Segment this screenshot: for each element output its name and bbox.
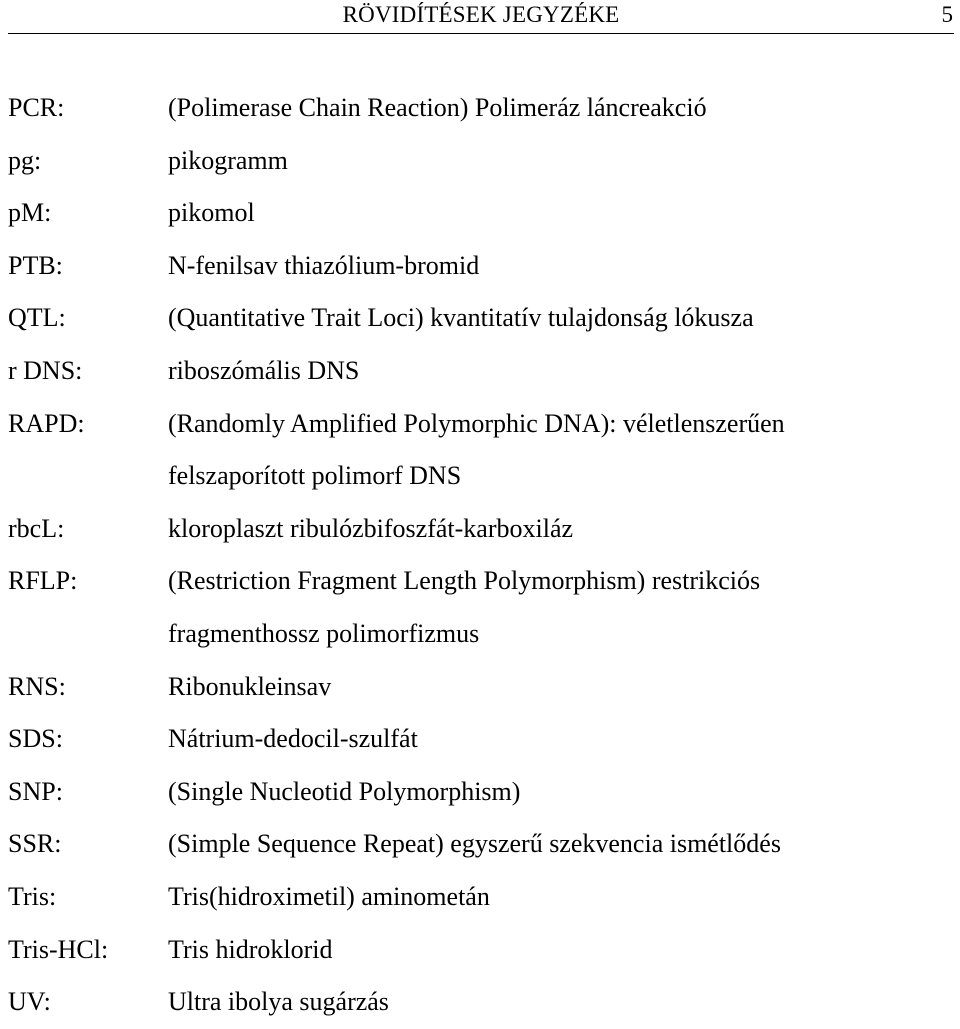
abbreviation-definition <box>168 398 953 503</box>
definition-line: (Polimerase Chain Reaction) Polimeráz láncreakció <box>168 93 707 122</box>
abbreviation-definition <box>168 82 953 135</box>
definition-line: (Randomly Amplified Polymorphic DNA): véletlenszerűen <box>168 408 785 438</box>
abbreviation-entry <box>8 766 953 819</box>
abbreviation-entry <box>8 503 953 556</box>
abbreviation-definition <box>168 555 953 660</box>
abbreviation-term: RNS: <box>8 671 66 701</box>
abbreviation-entry <box>8 292 953 345</box>
abbreviation-entry <box>8 924 953 977</box>
abbreviation-term: QTL: <box>8 303 66 333</box>
abbreviation-list <box>8 82 953 1029</box>
definition-line: Ultra ibolya sugárzás <box>168 987 389 1017</box>
abbreviation-entry <box>8 976 953 1029</box>
abbreviation-term: SSR: <box>8 829 62 859</box>
abbreviation-entry <box>8 135 953 188</box>
definition-line: N-fenilsav thiazólium-bromid <box>168 250 480 280</box>
abbreviation-entry <box>8 345 953 398</box>
abbreviation-definition <box>168 503 953 556</box>
abbreviation-entry <box>8 398 953 503</box>
abbreviation-definition <box>168 713 953 766</box>
abbreviation-term: Tris-HCl: <box>8 934 109 964</box>
abbreviation-entry <box>8 82 953 135</box>
definition-line: (Single Nucleotid Polymorphism) <box>168 776 521 806</box>
abbreviation-entry <box>8 818 953 871</box>
abbreviation-entry <box>8 661 953 714</box>
abbreviation-term: RAPD: <box>8 408 85 438</box>
abbreviation-term: RFLP: <box>8 566 78 596</box>
abbreviation-definition <box>168 976 953 1029</box>
abbreviation-term: UV: <box>8 987 51 1017</box>
definition-line: Ribonukleinsav <box>168 671 332 701</box>
definition-line: (Quantitative Trait Loci) kvantitatív tulajdonság lókusza <box>168 303 754 333</box>
abbreviation-definition <box>168 871 953 924</box>
definition-line: fragmenthossz polimorfizmus <box>168 618 480 648</box>
abbreviation-term: PCR: <box>8 93 65 122</box>
abbreviation-definition <box>168 292 953 345</box>
abbreviation-definition <box>168 661 953 714</box>
abbreviation-definition <box>168 240 953 293</box>
abbreviation-definition <box>168 187 953 240</box>
abbreviation-definition <box>168 818 953 871</box>
abbreviation-definition <box>168 766 953 819</box>
abbreviation-definition <box>168 135 953 188</box>
definition-line: pikomol <box>168 198 255 228</box>
definition-line: Nátrium-dedocil-szulfát <box>168 724 418 754</box>
definition-line: Tris hidroklorid <box>168 934 333 964</box>
abbreviation-term: pM: <box>8 198 52 228</box>
header-title: RÖVIDÍTÉSEK JEGYZÉKE <box>342 2 620 27</box>
definition-line: (Restriction Fragment Length Polymorphism) restrikciós <box>168 566 761 596</box>
abbreviation-term: SDS: <box>8 724 63 754</box>
page-number: 5 <box>941 2 953 27</box>
abbreviation-entry <box>8 871 953 924</box>
abbreviation-definition <box>168 345 953 398</box>
abbreviation-term: PTB: <box>8 250 63 280</box>
abbreviation-term: rbcL: <box>8 513 65 543</box>
abbreviation-term: Tris: <box>8 881 57 911</box>
abbreviation-entry <box>8 240 953 293</box>
abbreviation-entry <box>8 187 953 240</box>
abbreviation-entry <box>8 555 953 660</box>
definition-line: kloroplaszt ribulózbifoszfát-karboxiláz <box>168 513 574 543</box>
abbreviation-entry <box>8 713 953 766</box>
definition-line: pikogramm <box>168 145 288 175</box>
definition-line: (Simple Sequence Repeat) egyszerű szekvencia ismétlődés <box>168 829 781 859</box>
definition-line: Tris(hidroximetil) aminometán <box>168 881 490 911</box>
abbreviation-term: r DNS: <box>8 355 83 385</box>
definition-line: riboszómális DNS <box>168 355 360 385</box>
definition-line: felszaporított polimorf DNS <box>168 461 462 491</box>
abbreviation-definition <box>168 924 953 977</box>
abbreviation-term: SNP: <box>8 776 63 806</box>
abbreviation-term: pg: <box>8 145 42 175</box>
running-header <box>8 0 954 34</box>
